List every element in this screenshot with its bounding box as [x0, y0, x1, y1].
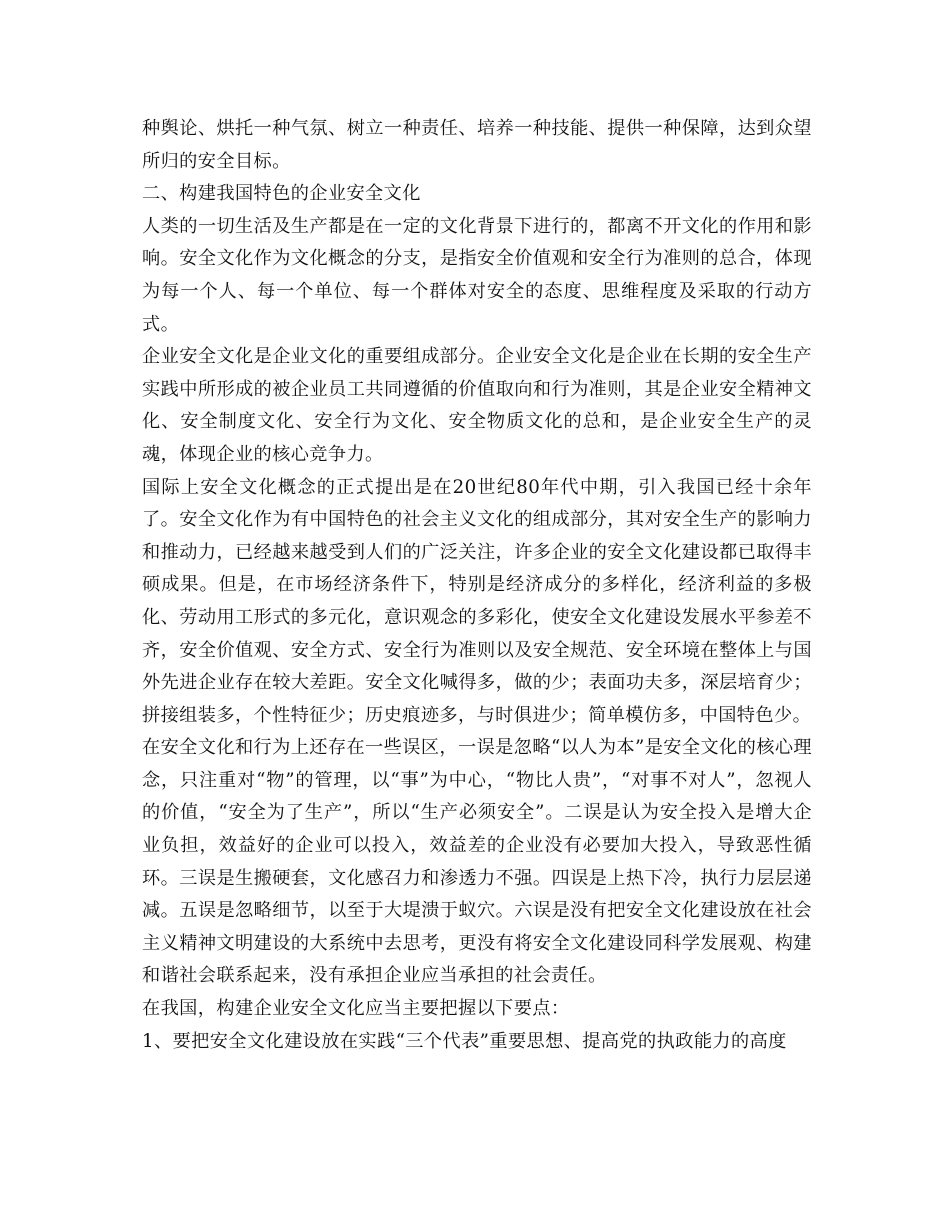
- paragraph-international-context: 国际上安全文化概念的正式提出是在20世纪80年代中期，引入我国已经十余年了。安全文化作为有中国特色的社会主义文化的组成部分，其对安全生产的影响力和推动力，已经越来越受到人们的广泛关注，许多企业的安全文化建设都已取得丰硕成果。但是，在市场经济条件下，特别是经济成分的多样化，经济利益的多极化、劳动用工形式的多元化，意识观念的多彩化，使安全文化建设发展水平参差不齐，安全价值观、安全方式、安全行为准则以及安全规范、安全环境在整体上与国外先进企业存在较大差距。安全文化喊得多，做的少；表面功夫多，深层培育少；拼接组装多，个性特征少；历史痕迹多，与时俱进少；简单模仿多，中国特色少。: [142, 476, 812, 726]
- paragraph-continuation: 种舆论、烘托一种气氛、树立一种责任、培养一种技能、提供一种保障，达到众望所归的安全目标。: [142, 118, 812, 172]
- paragraph-point-1: 1、要把安全文化建设放在实践“三个代表”重要思想、提高党的执政能力的高度: [142, 1030, 787, 1052]
- paragraph-misconceptions: 在安全文化和行为上还存在一些误区，一误是忽略“以人为本”是安全文化的核心理念，只注重对“物”的管理，以“事”为中心，“物比人贵”，“对事不对人”，忽视人的价值，“安全为了生产”，所以“生产必须安全”。二误是认为安全投入是增大企业负担，效益好的企业可以投入，效益差的企业没有必要加大投入，导致恶性循环。三误是生搬硬套，文化感召力和渗透力不强。四误是上热下冷，执行力层层递减。五误是忽略细节，以至于大堤溃于蚁穴。六误是没有把安全文化建设放在社会主义精神文明建设的大系统中去思考，更没有将安全文化建设同科学发展观、构建和谐社会联系起来，没有承担企业应当承担的社会责任。: [142, 737, 812, 987]
- section-heading: 二、构建我国特色的企业安全文化: [142, 183, 421, 205]
- paragraph-enterprise-safety-culture: 企业安全文化是企业文化的重要组成部分。企业安全文化是企业在长期的安全生产实践中所形成的被企业员工共同遵循的价值取向和行为准则，其是企业安全精神文化、安全制度文化、安全行为文化、安全物质文化的总和，是企业安全生产的灵魂，体现企业的核心竞争力。: [142, 346, 812, 465]
- paragraph-safety-culture-definition: 人类的一切生活及生产都是在一定的文化背景下进行的，都离不开文化的作用和影响。安全文化作为文化概念的分支，是指安全价值观和安全行为准则的总合，体现为每一个人、每一个单位、每一个群体对安全的态度、思维程度及采取的行动方式。: [142, 215, 812, 335]
- paragraph-key-points-intro: 在我国，构建企业安全文化应当主要把握以下要点：: [142, 998, 570, 1020]
- document-body: [142, 113, 812, 1058]
